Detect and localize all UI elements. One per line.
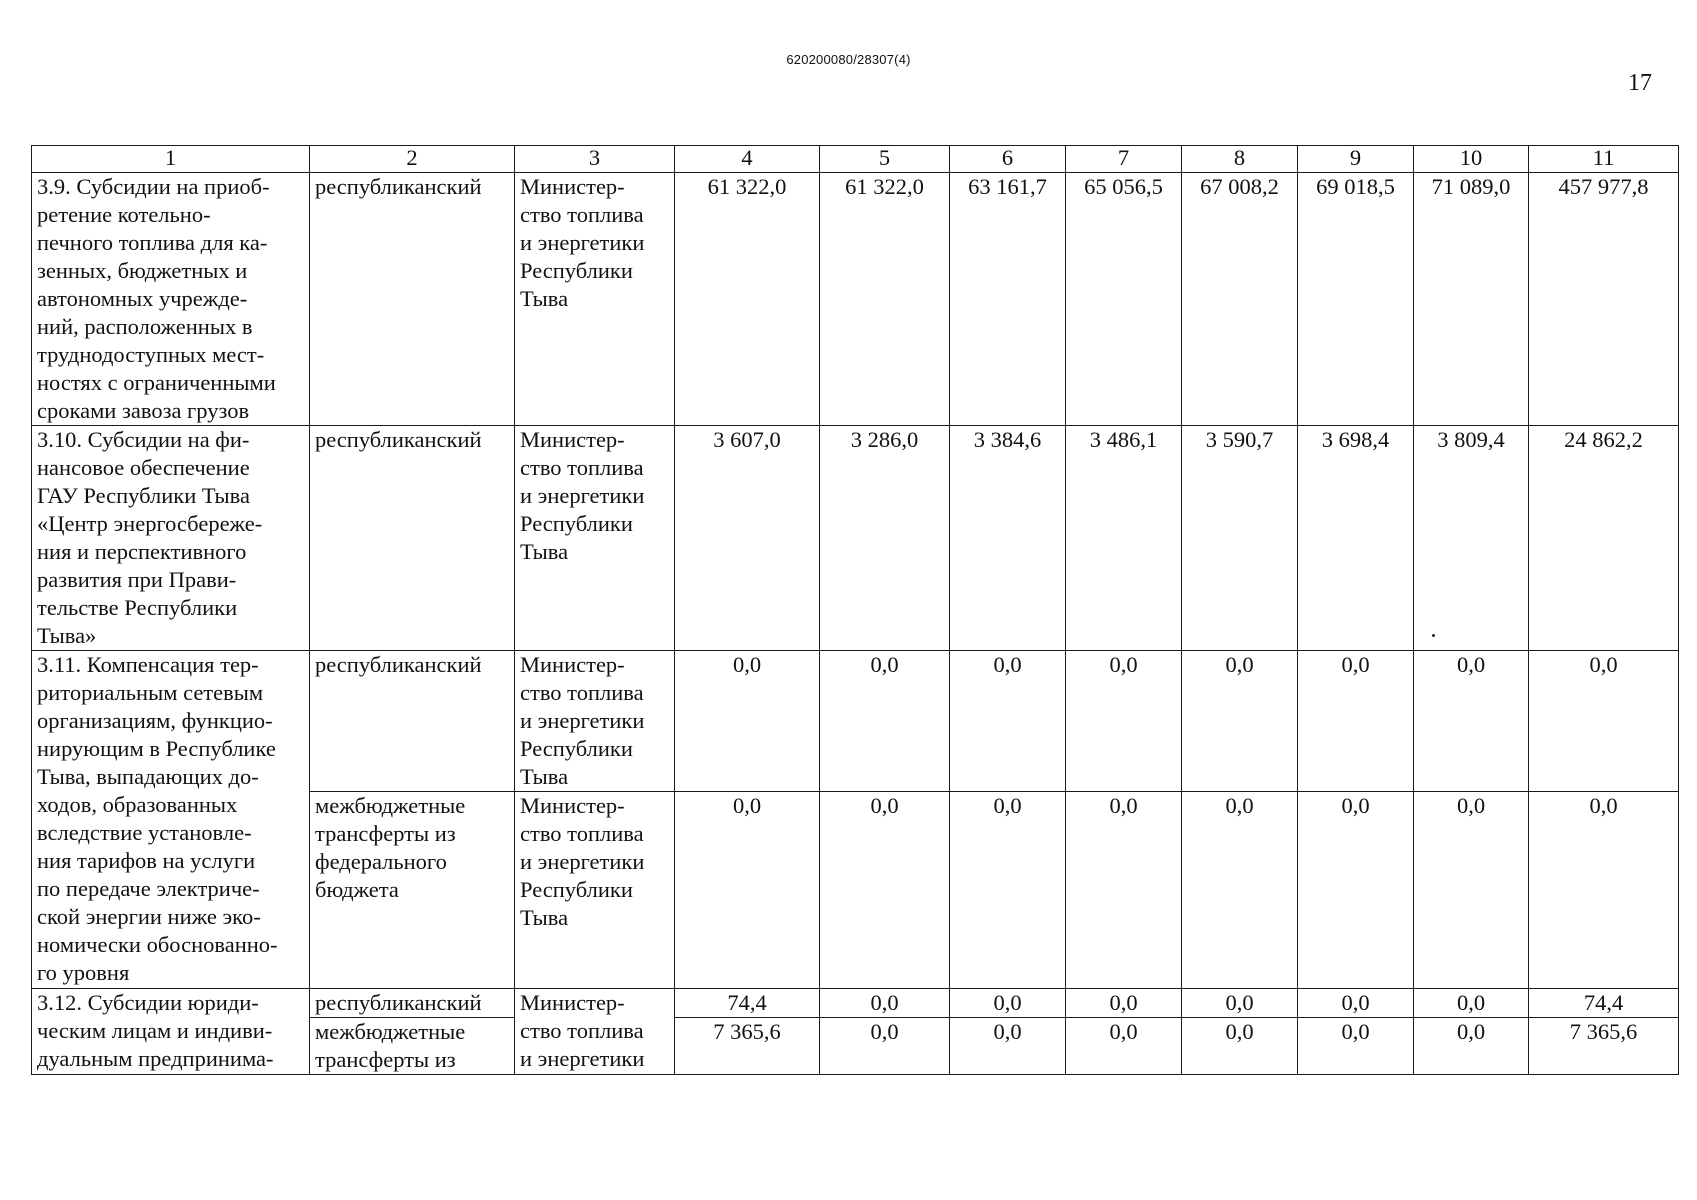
value-cell: 61 322,0: [820, 173, 950, 426]
value-cell: 7 365,6: [675, 1018, 820, 1075]
value-cell: 0,0: [1298, 792, 1414, 989]
column-header: 11: [1529, 146, 1679, 173]
value-cell: 0,0: [675, 651, 820, 792]
value-cell: 0,0: [950, 989, 1066, 1018]
executor: Министер- ство топлива и энергетики Республики Тыва: [515, 173, 675, 426]
value-cell: 65 056,5: [1066, 173, 1182, 426]
total-cell: 0,0: [1529, 792, 1679, 989]
column-header: 5: [820, 146, 950, 173]
value-cell: 0,0: [1066, 989, 1182, 1018]
page-number: 17: [1628, 70, 1652, 96]
funding-source: межбюджетные трансферты из федерального бюджета: [310, 792, 515, 989]
item-description: 3.12. Субсидии юриди- ческим лицам и индиви- дуальным предпринима-: [32, 989, 310, 1075]
total-cell: 24 862,2: [1529, 426, 1679, 651]
value-cell: 0,0: [1066, 651, 1182, 792]
item-description: 3.11. Компенсация тер- риториальным сетевым организациям, функцио- нирующим в Республике Тыва, выпадающих до- ходов, образованных вследствие установле- ния тарифов на услуги по передаче электриче- ской энергии ниже эко- номически обоснованно- го уровня: [32, 651, 310, 989]
value-cell: 0,0: [1182, 792, 1298, 989]
executor: Министер- ство топлива и энергетики Республики Тыва: [515, 792, 675, 989]
value-cell: 3 486,1: [1066, 426, 1182, 651]
value-cell: 0,0: [1414, 989, 1529, 1018]
table-row: [32, 651, 1679, 792]
executor: Министер- ство топлива и энергетики Республики Тыва: [515, 651, 675, 792]
value-cell: 0,0: [1066, 1018, 1182, 1075]
funding-source: республиканский: [310, 173, 515, 426]
value-cell: 0,0: [1414, 792, 1529, 989]
column-header: 10: [1414, 146, 1529, 173]
value-cell: 0,0: [950, 1018, 1066, 1075]
column-header: 9: [1298, 146, 1414, 173]
value-cell: 74,4: [675, 989, 820, 1018]
value-cell: 3 809,4: [1414, 426, 1529, 651]
total-cell: 74,4: [1529, 989, 1679, 1018]
value-cell: 3 607,0: [675, 426, 820, 651]
value-cell: 0,0: [1298, 989, 1414, 1018]
value-cell: 0,0: [1298, 1018, 1414, 1075]
value-cell: 0,0: [950, 651, 1066, 792]
scan-speck: [1432, 634, 1435, 637]
column-header: 3: [515, 146, 675, 173]
column-header: 4: [675, 146, 820, 173]
value-cell: 0,0: [1182, 1018, 1298, 1075]
column-header: 8: [1182, 146, 1298, 173]
value-cell: 0,0: [820, 1018, 950, 1075]
value-cell: 0,0: [1414, 1018, 1529, 1075]
executor: Министер- ство топлива и энергетики: [515, 989, 675, 1075]
table-header-row: [32, 146, 1679, 173]
value-cell: 3 698,4: [1298, 426, 1414, 651]
value-cell: 69 018,5: [1298, 173, 1414, 426]
table-row: [32, 989, 1679, 1018]
value-cell: 0,0: [1182, 651, 1298, 792]
funding-source: республиканский: [310, 426, 515, 651]
table-row: [32, 173, 1679, 426]
item-description: 3.9. Субсидии на приоб- ретение котельно- печного топлива для ка- зенных, бюджетных и автономных учрежде- ний, расположенных в труднодоступных мест- ностях с ограниченными сроками завоза грузов: [32, 173, 310, 426]
table-row: [32, 426, 1679, 651]
funding-source: республиканский: [310, 651, 515, 792]
total-cell: 0,0: [1529, 651, 1679, 792]
value-cell: 0,0: [820, 989, 950, 1018]
value-cell: 0,0: [820, 651, 950, 792]
total-cell: 7 365,6: [1529, 1018, 1679, 1075]
document-id: 620200080/28307(4): [786, 52, 911, 67]
value-cell: 63 161,7: [950, 173, 1066, 426]
value-cell: 3 590,7: [1182, 426, 1298, 651]
funding-source: республиканский: [310, 989, 515, 1018]
executor: Министер- ство топлива и энергетики Республики Тыва: [515, 426, 675, 651]
item-description: 3.10. Субсидии на фи- нансовое обеспечение ГАУ Республики Тыва «Центр энергосбереже- ния и перспективного развития при Прави- тельстве Республики Тыва»: [32, 426, 310, 651]
value-cell: 0,0: [950, 792, 1066, 989]
column-header: 2: [310, 146, 515, 173]
column-header: 6: [950, 146, 1066, 173]
value-cell: 61 322,0: [675, 173, 820, 426]
column-header: 1: [32, 146, 310, 173]
funding-source: межбюджетные трансферты из: [310, 1018, 515, 1075]
total-cell: 457 977,8: [1529, 173, 1679, 426]
value-cell: 0,0: [1182, 989, 1298, 1018]
value-cell: 0,0: [1066, 792, 1182, 989]
value-cell: 0,0: [675, 792, 820, 989]
value-cell: 3 384,6: [950, 426, 1066, 651]
budget-table: [31, 145, 1679, 1075]
column-header: 7: [1066, 146, 1182, 173]
value-cell: 3 286,0: [820, 426, 950, 651]
value-cell: 0,0: [1298, 651, 1414, 792]
value-cell: 0,0: [820, 792, 950, 989]
value-cell: 71 089,0: [1414, 173, 1529, 426]
value-cell: 67 008,2: [1182, 173, 1298, 426]
value-cell: 0,0: [1414, 651, 1529, 792]
